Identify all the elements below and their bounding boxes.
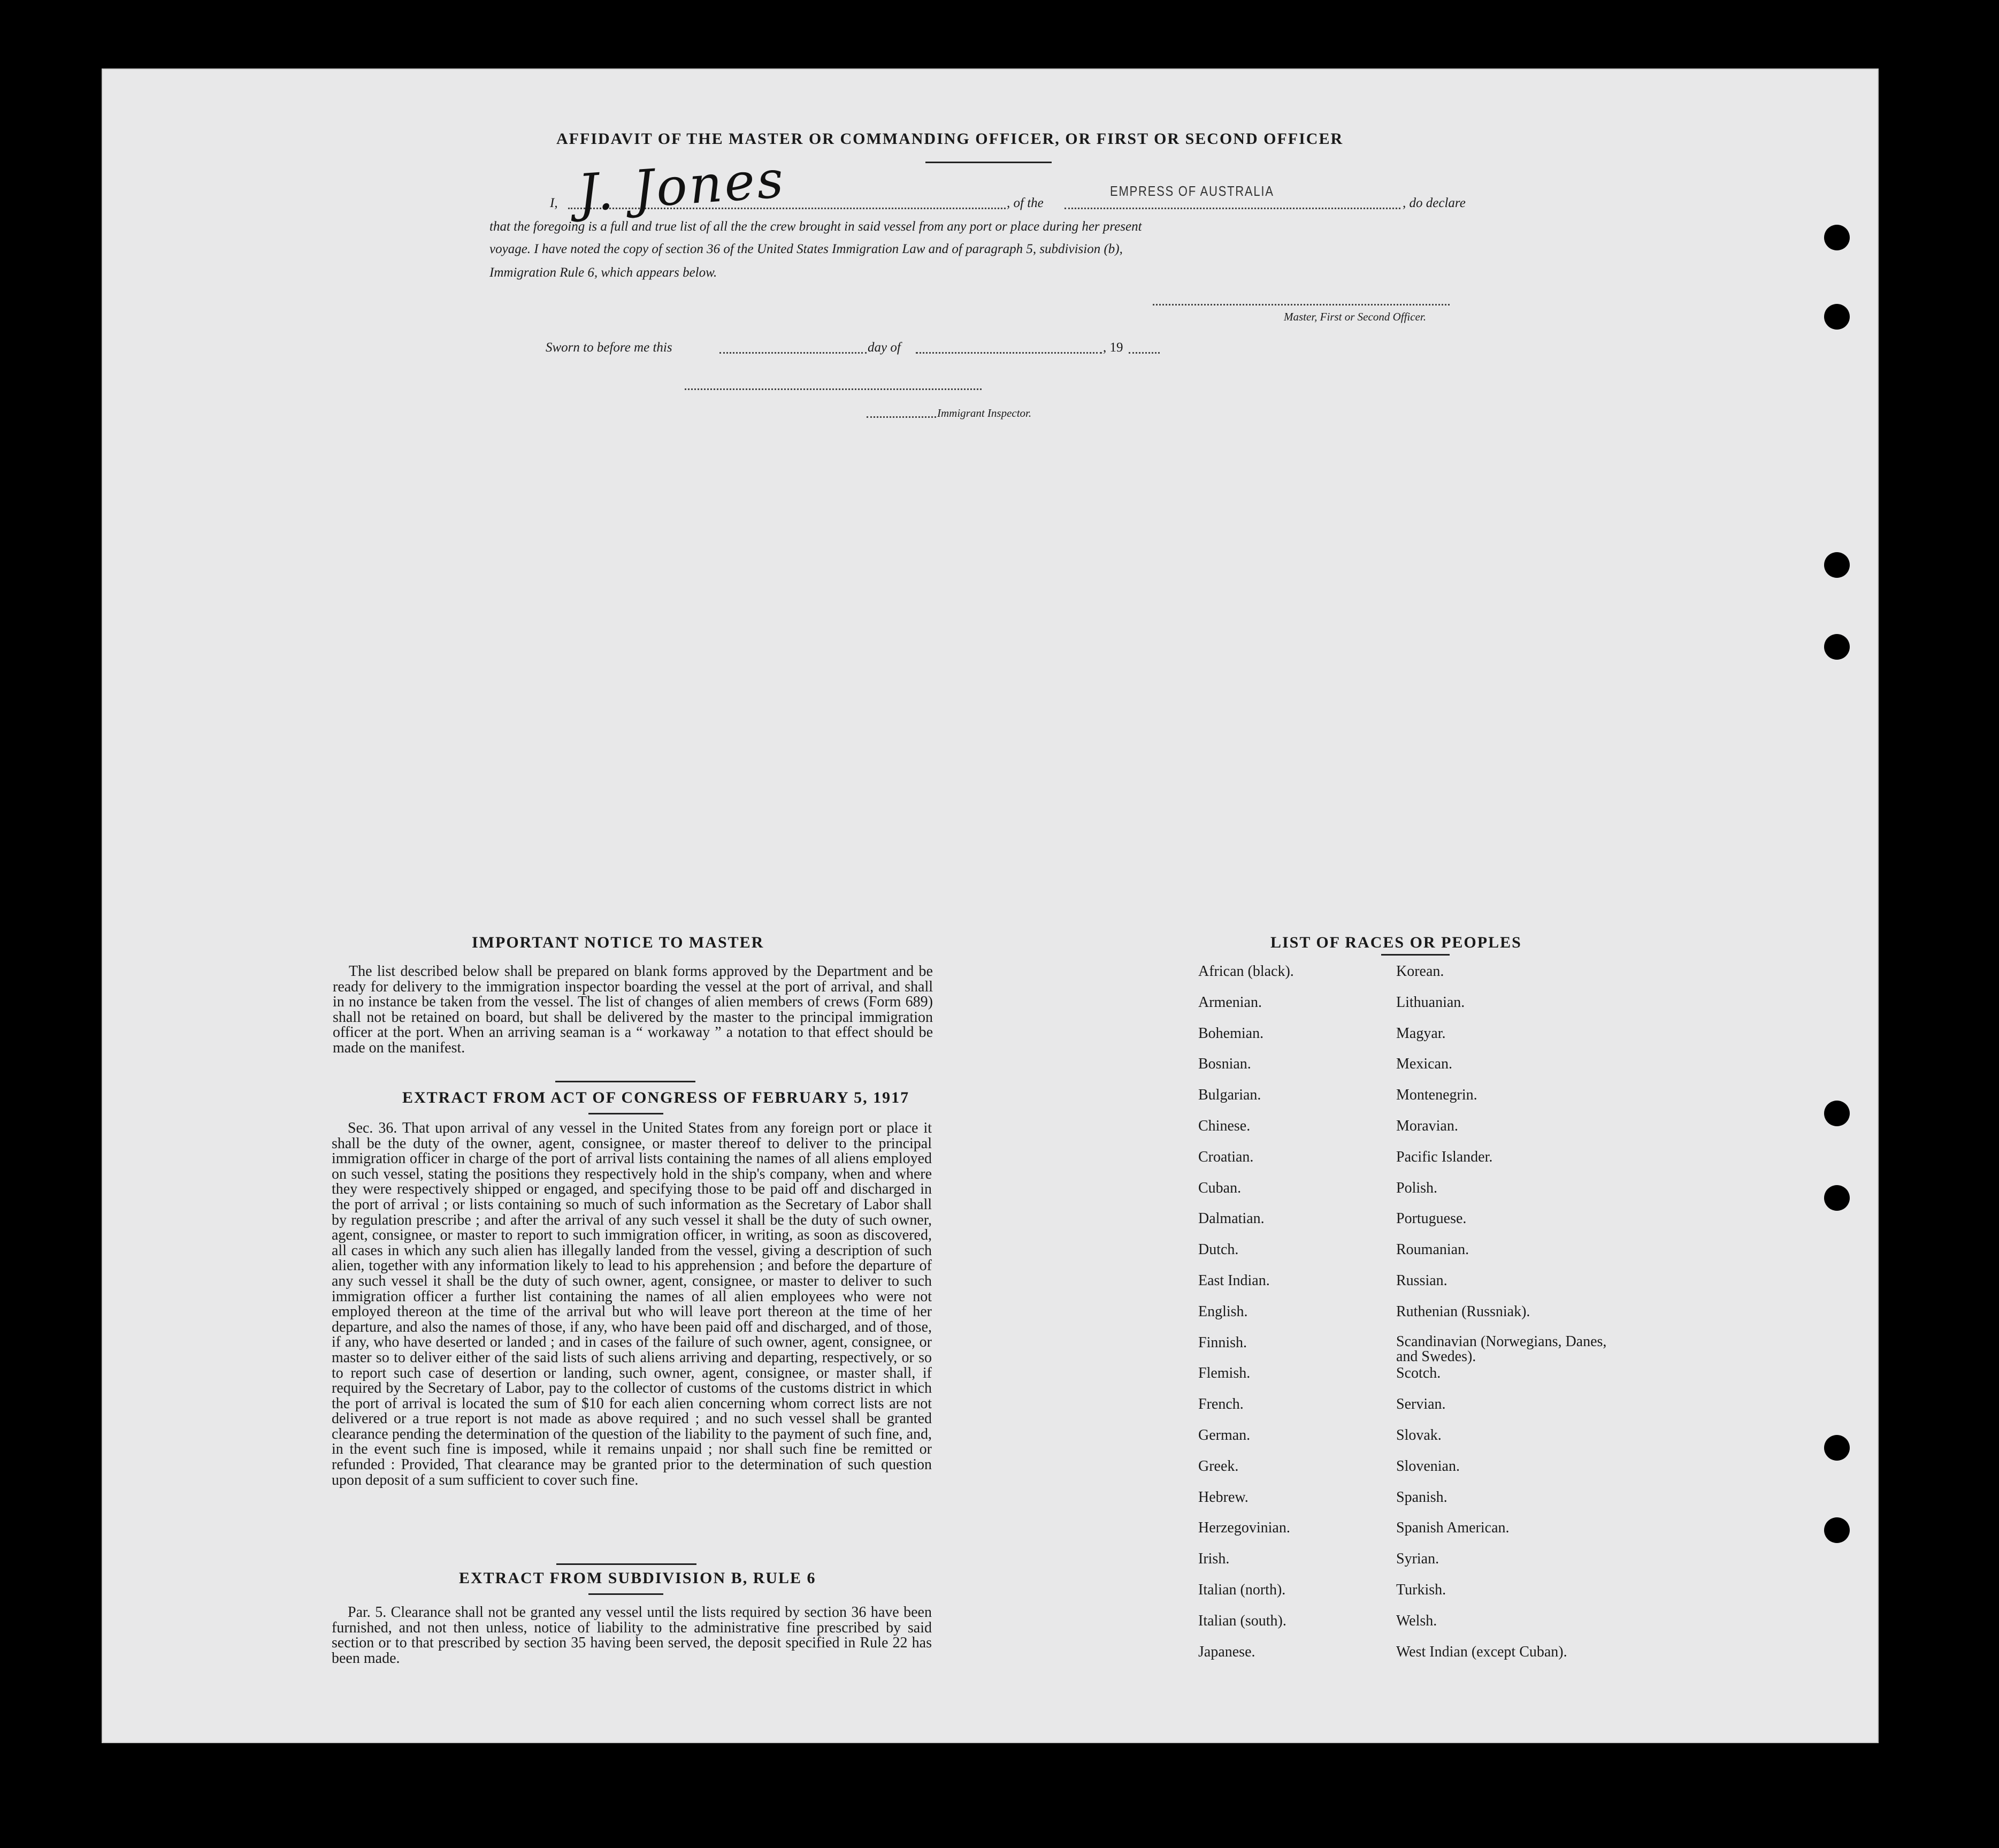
race-item: Italian (south). xyxy=(1198,1612,1286,1629)
sworn-year-line xyxy=(1129,352,1160,354)
race-item: Roumanian. xyxy=(1396,1241,1469,1258)
race-item: Chinese. xyxy=(1198,1118,1251,1134)
races-title: LIST OF RACES OR PEOPLES xyxy=(1270,934,1522,951)
inspector-signature-line xyxy=(685,388,982,390)
inspector-caption: Immigrant Inspector. xyxy=(937,407,1032,419)
punch-hole xyxy=(1824,304,1850,330)
race-item: Bulgarian. xyxy=(1198,1087,1261,1104)
race-item: Spanish. xyxy=(1396,1488,1447,1506)
affidavit-title: AFFIDAVIT OF THE MASTER OR COMMANDING OFFICER, OR FIRST OR SECOND OFFICER xyxy=(556,130,1344,148)
sworn-day-of: day of xyxy=(868,340,901,355)
race-item: Portuguese. xyxy=(1396,1210,1467,1227)
race-item: Japanese. xyxy=(1198,1643,1255,1660)
race-item: Welsh. xyxy=(1396,1612,1437,1629)
race-item: Montenegrin. xyxy=(1396,1087,1477,1104)
race-item: Magyar. xyxy=(1396,1025,1446,1042)
race-item: Finnish. xyxy=(1198,1334,1247,1351)
race-item: African (black). xyxy=(1198,963,1294,980)
master-signature-line xyxy=(1153,304,1450,306)
race-item: Mexican. xyxy=(1396,1056,1452,1073)
race-item: Spanish American. xyxy=(1396,1519,1510,1537)
extract-act-rule xyxy=(588,1113,663,1114)
affidavit-line-2: that the foregoing is a full and true list of all the the crew brought in said vessel from any port or place during her present xyxy=(489,219,1142,234)
affidavit-line-3: voyage. I have noted the copy of section 36 of the United States Immigration Law and of paragraph 5, subdivision (b), xyxy=(489,242,1123,256)
race-item: Pacific Islander. xyxy=(1396,1148,1493,1165)
vessel-dotted-line xyxy=(1064,208,1400,209)
race-item: Scandinavian (Norwegians, Danes, and Swedes). xyxy=(1396,1333,1607,1365)
race-item: Hebrew. xyxy=(1198,1488,1249,1506)
race-item: Bosnian. xyxy=(1198,1056,1251,1073)
extract-rule-body: Par. 5. Clearance shall not be granted any vessel until the lists required by section 36 have been furnished, and not then unless, notice of liability to the administrative fine prescribed by said section or to that prescribed by section 35 having been served, the deposit specified in Rule 22 has been made. xyxy=(332,1604,932,1667)
punch-hole xyxy=(1824,225,1850,250)
race-item: Russian. xyxy=(1396,1272,1447,1289)
inspector-caption-leader xyxy=(867,416,936,418)
punch-hole xyxy=(1824,1101,1850,1126)
race-item: Slovenian. xyxy=(1396,1457,1460,1475)
race-item: Ruthenian (Russniak). xyxy=(1396,1303,1530,1320)
title-rule xyxy=(925,162,1052,163)
race-item: Turkish. xyxy=(1396,1582,1446,1598)
extract-act-title: EXTRACT FROM ACT OF CONGRESS OF FEBRUARY 5, 1917 xyxy=(402,1089,910,1106)
sworn-year: , 19 xyxy=(1103,340,1123,355)
race-item: German. xyxy=(1198,1427,1251,1444)
race-item: East Indian. xyxy=(1198,1272,1270,1289)
punch-hole xyxy=(1824,634,1850,660)
race-item: Servian. xyxy=(1396,1396,1446,1413)
document-sheet xyxy=(102,68,1879,1743)
race-item: West Indian (except Cuban). xyxy=(1396,1643,1567,1660)
extract-act-end-rule xyxy=(556,1563,696,1565)
race-item: English. xyxy=(1198,1303,1248,1320)
extract-rule-title: EXTRACT FROM SUBDIVISION B, RULE 6 xyxy=(459,1569,816,1587)
notice-rule xyxy=(555,1081,695,1082)
master-caption: Master, First or Second Officer. xyxy=(1284,310,1426,323)
punch-hole xyxy=(1824,552,1850,578)
extract-act-body: Sec. 36. That upon arrival of any vessel in the United States from any foreign port or place it shall be the duty of the owner, agent, consignee, or master thereof to deliver to the principal immigration officer in charge of the port of arrival lists containing the names of all aliens employed on such vessel, stating the positions they respectively hold in the ship's company, when and where they were respectively shipped or engaged, and specifying those to be paid off and discharged in the port of arrival ; or lists containing so much of such information as the Secretary of Labor shall by regulation prescribe ; and after the arrival of any such vessel it shall be the duty of such owner, agent, consignee, or master to report to such immigration officer, in writing, as soon as discovered, all cases in which any such alien has illegally landed from the vessel, giving a description of such alien, together with any information likely to lead to his apprehension ; and before the departure of any such vessel it shall be the duty of such owner, agent, consignee, or master to deliver to such immigration officer a further list containing the names of all alien employees who were not employed thereon at the time of the arrival but who will leave port thereon at the time of her departure, and also the names of those, if any, who have been paid off and discharged, and of those, if any, who have deserted or landed ; and in cases of the failure of such owner, agent, consignee, or master so to deliver either of the said lists of such aliens arriving and departing, respectively, or so to report such case of desertion or landing, such owner, agent, consignee, or master shall, if required by the Secretary of Labor, pay to the collector of customs of the customs district in which the port of arrival is located the sum of $10 for each alien concerning whom correct lists are not delivered or a true report is not made as above required ; and no such vessel shall be granted clearance pending the determination of the question of the liability to the payment of such fine, and, in the event such fine is imposed, while it remains unpaid ; nor shall such fine be remitted or refunded : Provided, That clearance may be granted prior to the determination of such question upon deposit of a sum sufficient to cover such fine. xyxy=(332,1120,932,1488)
race-item: Cuban. xyxy=(1198,1179,1242,1196)
race-item: Scotch. xyxy=(1396,1365,1441,1382)
race-item: Irish. xyxy=(1198,1551,1230,1568)
race-item: Slovak. xyxy=(1396,1427,1442,1444)
race-item: Polish. xyxy=(1396,1179,1438,1196)
race-item: Greek. xyxy=(1198,1457,1239,1475)
race-item: Moravian. xyxy=(1396,1118,1458,1134)
punch-hole xyxy=(1824,1517,1850,1543)
race-item: Bohemian. xyxy=(1198,1025,1264,1042)
races-rule xyxy=(1381,954,1450,956)
race-item: Dutch. xyxy=(1198,1241,1239,1258)
sworn-prefix: Sworn to before me this xyxy=(546,340,672,355)
race-item: Lithuanian. xyxy=(1396,994,1465,1011)
race-item: Croatian. xyxy=(1198,1148,1254,1165)
race-item: Herzegovinian. xyxy=(1198,1519,1290,1537)
punch-hole xyxy=(1824,1435,1850,1461)
punch-hole xyxy=(1824,1185,1850,1211)
notice-title: IMPORTANT NOTICE TO MASTER xyxy=(472,934,764,951)
sworn-day-line xyxy=(719,352,867,354)
extract-rule-rule xyxy=(588,1593,663,1595)
affidavit-line-4: Immigration Rule 6, which appears below. xyxy=(489,265,717,280)
affidavit-do-declare: , do declare xyxy=(1403,196,1466,210)
vessel-name-stamp: EMPRESS OF AUSTRALIA xyxy=(1110,183,1274,199)
race-item: Korean. xyxy=(1396,963,1444,980)
sworn-month-line xyxy=(916,352,1102,354)
race-item: Italian (north). xyxy=(1198,1582,1286,1598)
race-item: Dalmatian. xyxy=(1198,1210,1265,1227)
race-item: French. xyxy=(1198,1396,1244,1413)
affidavit-i-prefix: I, xyxy=(550,196,558,210)
notice-body: The list described below shall be prepared on blank forms approved by the Department and be ready for delivery to the immigration inspector boarding the vessel at the port of arrival, and shall in no instance be taken from the vessel. The list of changes of alien members of crews (Form 689) shall not be retained on board, but shall be delivered by the master to the principal immigration officer at the port. When an arriving seaman is a “ workaway ” a notation to that effect should be made on the manifest. xyxy=(333,963,933,1056)
race-item: Flemish. xyxy=(1198,1365,1251,1382)
race-item: Syrian. xyxy=(1396,1551,1439,1568)
race-item: Armenian. xyxy=(1198,994,1262,1011)
master-signature: J. Jones xyxy=(576,149,787,224)
affidavit-of-the: , of the xyxy=(1007,196,1044,210)
